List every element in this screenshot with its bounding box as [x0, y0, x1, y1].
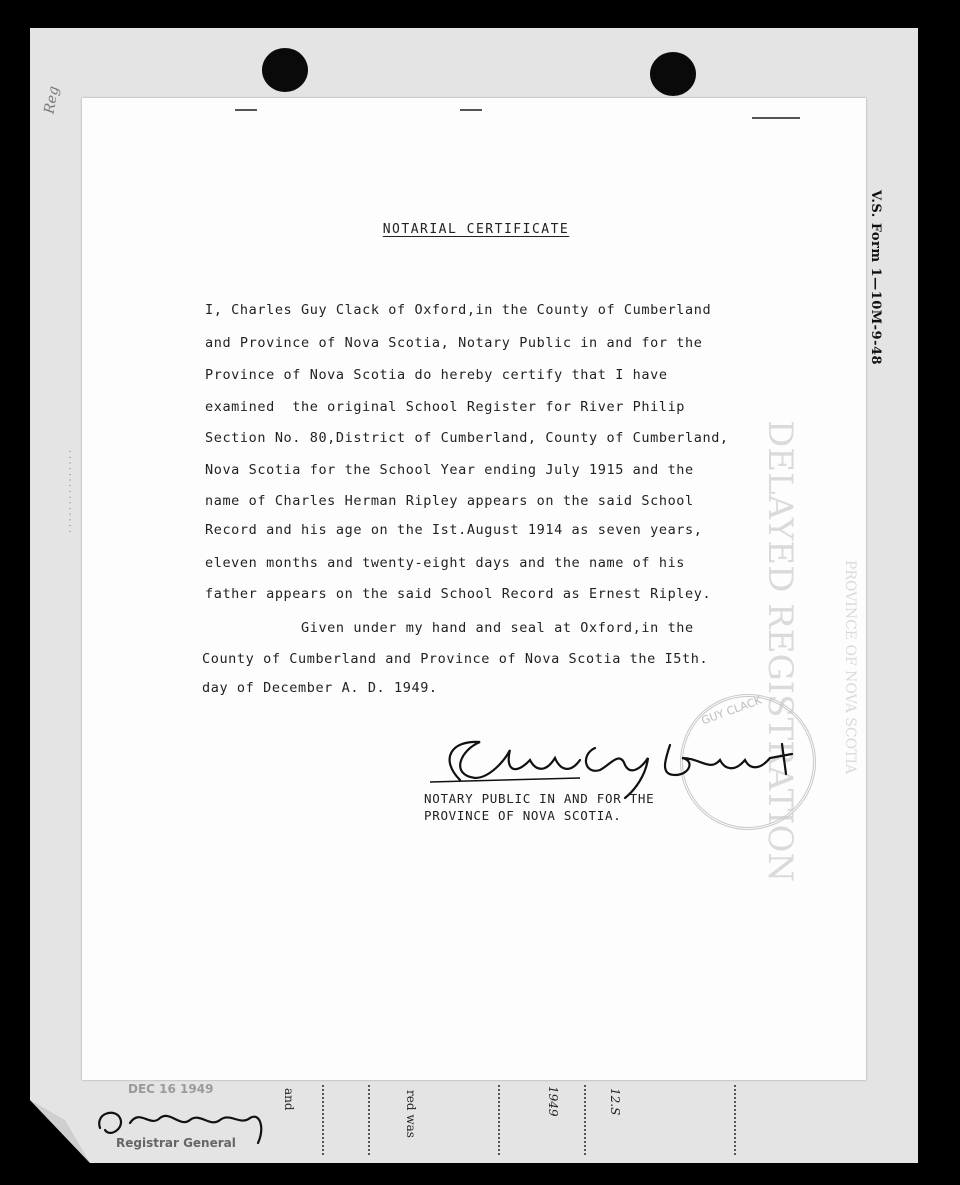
dotted-column-1	[322, 1085, 324, 1155]
punch-hole-left	[262, 48, 308, 92]
dotted-column-2	[368, 1085, 370, 1155]
vertical-margin-text: · · · · · · · · · · · · · · ·	[66, 450, 75, 533]
dotted-column-3	[498, 1085, 500, 1155]
body-line-8: Record and his age on the Ist.August 1914 as seven years,	[205, 522, 703, 538]
top-rule-left	[235, 109, 257, 111]
body-line-1: I, Charles Guy Clack of Oxford,in the County of Cumberland	[205, 302, 712, 318]
margin-note: Reg	[41, 84, 63, 116]
body-line-6: Nova Scotia for the School Year ending July 1915 and the	[205, 462, 694, 478]
body-line-11: Given under my hand and seal at Oxford,in the	[205, 620, 694, 636]
page-title: NOTARIAL CERTIFICATE	[382, 222, 570, 237]
show-through-heading: DELAYED REGISTRATION	[760, 420, 800, 883]
registrar-label: Registrar General	[116, 1136, 236, 1150]
body-line-2: and Province of Nova Scotia, Notary Public in and for the	[205, 335, 703, 351]
dotted-column-4	[584, 1085, 586, 1155]
body-line-4: examined the original School Register for River Philip	[205, 399, 686, 415]
body-line-5: Section No. 80,District of Cumberland, County of Cumberland,	[205, 430, 729, 446]
body-line-12: County of Cumberland and Province of Nova Scotia the I5th.	[202, 651, 709, 667]
signature-caption-line-1: NOTARY PUBLIC IN AND FOR THE	[424, 791, 655, 806]
body-line-7: name of Charles Herman Ripley appears on the said School	[205, 493, 694, 509]
strip-fragment-red-was: red was	[404, 1090, 418, 1138]
date-stamp: DEC 16 1949	[128, 1082, 214, 1096]
strip-fragment-12s: 12.S	[608, 1088, 622, 1116]
body-line-3: Province of Nova Scotia do hereby certify that I have	[205, 367, 668, 383]
signature-caption-line-2: PROVINCE OF NOVA SCOTIA.	[424, 808, 622, 823]
body-line-9: eleven months and twenty-eight days and the name of his	[205, 555, 686, 571]
form-code: V.S. Form 1—10M-9-48	[868, 190, 883, 366]
notary-seal-text: GUY CLACK	[699, 693, 764, 728]
dotted-column-5	[734, 1085, 736, 1155]
show-through-province: PROVINCE OF NOVA SCOTIA	[842, 560, 858, 775]
top-rule-center	[460, 109, 482, 111]
strip-fragment-year: 1949	[546, 1086, 560, 1117]
top-rule-right	[752, 117, 800, 119]
notary-signature	[420, 730, 820, 800]
body-line-13: day of December A. D. 1949.	[202, 680, 438, 696]
punch-hole-right	[650, 52, 696, 96]
body-line-10: father appears on the said School Record as Ernest Ripley.	[205, 586, 712, 602]
strip-fragment-and: and	[282, 1088, 296, 1111]
